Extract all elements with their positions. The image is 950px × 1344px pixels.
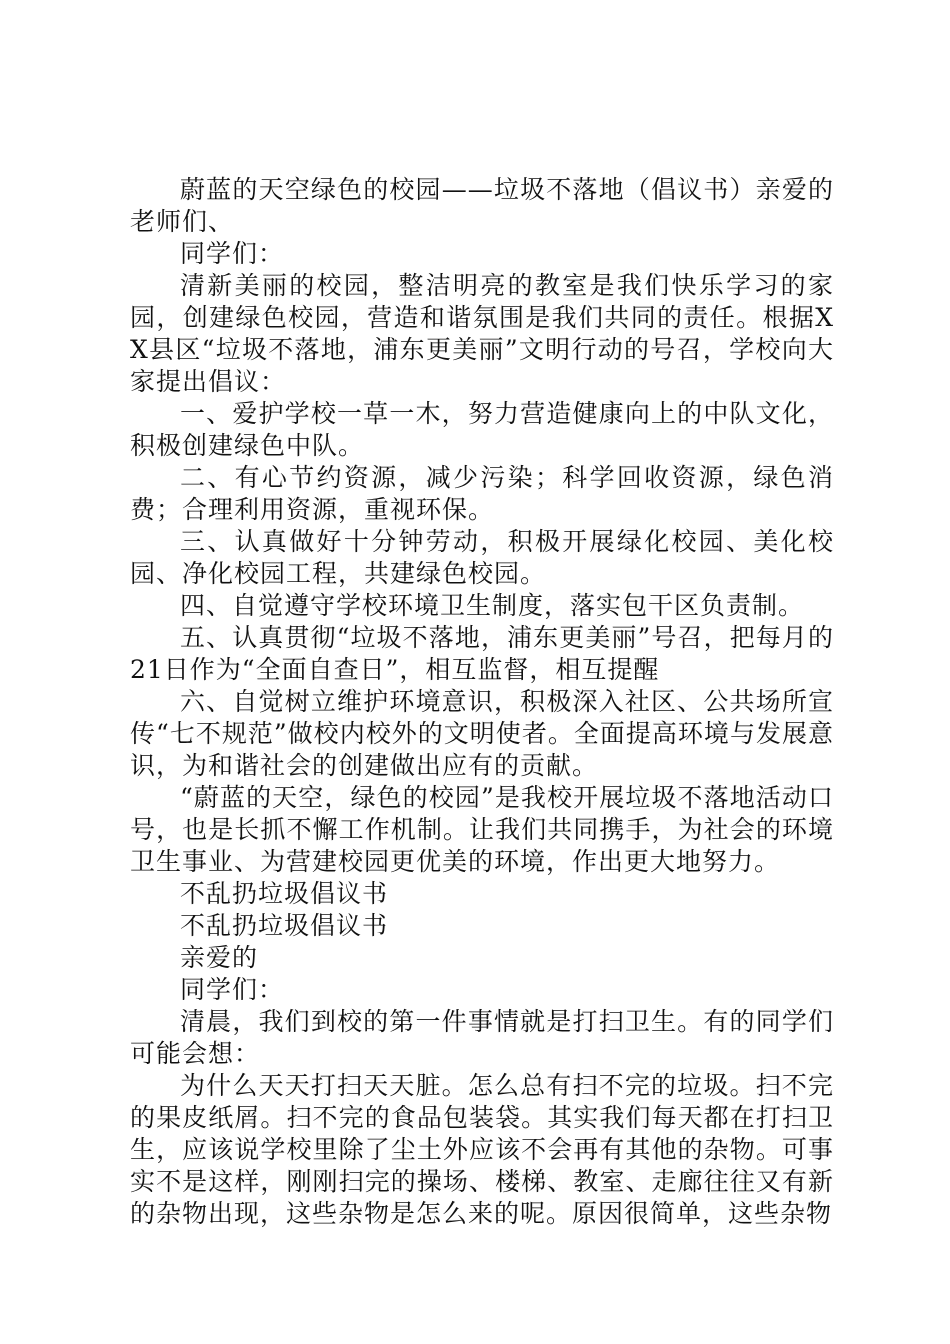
second-salutation-paragraph: 亲爱的 [180, 943, 259, 972]
closing-paragraph: “蔚蓝的天空，绿色的校园”是我校开展垃圾不落地活动口号，也是长抓不懈工作机制。让我们共同携手，为社会的环境卫生事业、为营建校园更优美的环境，作出更大地努力。 [130, 783, 834, 876]
title-paragraph: 蔚蓝的天空绿色的校园——垃圾不落地（倡议书）亲爱的老师们、 [130, 175, 834, 236]
proposal-item-6: 六、自觉树立维护环境意识，积极深入社区、公共场所宣传“七不规范”做校内校外的文明使者。全面提高环境与发展意识，为和谐社会的创建做出应有的贡献。 [130, 687, 834, 780]
document-body [130, 174, 834, 1230]
proposal-item-3: 三、认真做好十分钟劳动，积极开展绿化校园、美化校园、净化校园工程，共建绿色校园。 [130, 527, 834, 588]
proposal-item-4: 四、自觉遵守学校环境卫生制度，落实包干区负责制。 [180, 591, 805, 620]
proposal-item-5: 五、认真贯彻“垃圾不落地，浦东更美丽”号召，把每月的21日作为“全面自查日”，相互监督，相互提醒 [130, 623, 834, 684]
second-title-repeat-paragraph: 不乱扔垃圾倡议书 [180, 911, 389, 940]
second-title-paragraph: 不乱扔垃圾倡议书 [180, 879, 389, 908]
salutation-paragraph: 同学们： [180, 239, 285, 268]
question-paragraph: 为什么天天打扫天天脏。怎么总有扫不完的垃圾。扫不完的果皮纸屑。扫不完的食品包装袋。其实我们每天都在打扫卫生，应该说学校里除了尘土外应该不会再有其他的杂物。可事实不是这样，刚刚扫完的操场、楼梯、教室、走廊往往又有新的杂物出现，这些杂物是怎么来的呢。原因很简单，这些杂物 [130, 1071, 834, 1228]
intro-paragraph: 清新美丽的校园，整洁明亮的教室是我们快乐学习的家园，创建绿色校园，营造和谐氛围是我们共同的责任。根据XX县区“垃圾不落地，浦东更美丽”文明行动的号召，学校向大家提出倡议： [130, 271, 834, 396]
morning-paragraph: 清晨，我们到校的第一件事情就是打扫卫生。有的同学们可能会想： [130, 1007, 834, 1068]
proposal-item-1: 一、爱护学校一草一木，努力营造健康向上的中队文化，积极创建绿色中队。 [130, 399, 834, 460]
second-salutation-cont-paragraph: 同学们： [180, 975, 285, 1004]
proposal-item-2: 二、有心节约资源，减少污染；科学回收资源，绿色消费；合理利用资源，重视环保。 [130, 463, 834, 524]
